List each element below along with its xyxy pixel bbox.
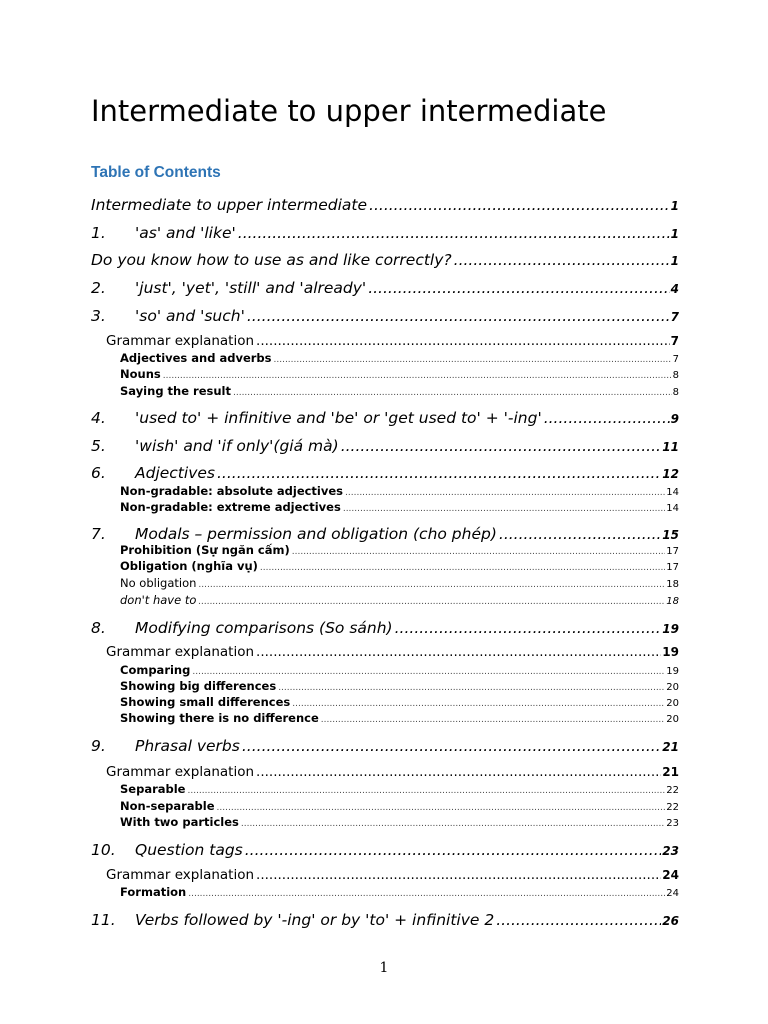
toc-leader [187,786,665,796]
toc-page-number: 1 [670,199,679,213]
toc-entry-text: Comparing [120,663,191,677]
toc-entry-text: Prohibition (Sự ngăn cấm) [120,543,290,557]
toc-entry-text: Modals – permission and obligation (cho phép) [135,525,497,543]
toc-entry-text: Showing small differences [120,695,291,709]
toc-entry[interactable] [91,307,679,325]
toc-entry-number: 6. [91,464,106,482]
toc-page-number: 7 [670,334,679,348]
toc-page-number: 18 [666,579,679,590]
toc-leader [343,504,665,514]
toc-leader [395,619,662,637]
toc-entry[interactable] [120,663,679,677]
toc-entry[interactable] [120,815,679,829]
page-number: 1 [379,960,389,976]
toc-page-number: 15 [662,528,679,542]
toc-entry-text: Modifying comparisons (So sánh) [135,619,393,637]
toc-entry[interactable] [120,695,679,709]
toc-page-number: 23 [666,818,679,829]
page-title: Intermediate to upper intermediate [91,94,607,128]
toc-entry-text: Adjectives and adverbs [120,351,272,365]
toc-entry[interactable] [91,464,679,482]
toc-leader [217,464,661,482]
toc-entry[interactable] [91,525,679,543]
toc-entry[interactable] [91,619,679,637]
toc-leader [274,355,672,365]
toc-entry-text: Question tags [135,841,243,859]
toc-entry-number: 8. [91,619,106,637]
toc-entry-text: Formation [120,885,187,899]
toc-page-number: 11 [662,440,679,454]
toc-entry-text: Adjectives [135,464,215,482]
toc-entry-number: 3. [91,307,106,325]
toc-page-number: 20 [666,682,679,693]
toc-page-number: 19 [662,622,679,636]
toc-page-number: 20 [666,698,679,709]
toc-leader [242,737,661,755]
toc-entry-text: Non-separable [120,799,215,813]
toc-entry[interactable] [120,711,679,725]
toc-page-number: 21 [662,765,679,779]
toc-entry-text: Verbs followed by '-ing' or by 'to' + infinitive 2 [135,911,495,929]
toc-entry-text: Nouns [120,367,161,381]
toc-entry[interactable] [91,737,679,755]
toc-entry-text: Saying the result [120,384,231,398]
toc-page-number: 12 [662,467,679,481]
toc-entry[interactable] [120,367,679,381]
toc-page-number: 26 [662,914,679,928]
toc-page-number: 7 [670,310,679,324]
toc-page-number: 9 [670,412,679,426]
toc-entry-number: 5. [91,437,106,455]
toc-entry[interactable] [120,484,679,498]
toc-entry-number: 9. [91,737,106,755]
toc-entry-text: 'just', 'yet', 'still' and 'already' [135,279,367,297]
toc-leader [245,841,662,859]
toc-entry[interactable] [120,559,679,573]
toc-leader [163,371,672,381]
toc-entry-text: Grammar explanation [106,764,255,780]
toc-entry[interactable] [120,885,679,899]
toc-leader [238,224,670,242]
toc-leader [278,683,665,693]
toc-leader [496,911,661,929]
toc-entry[interactable] [120,500,679,514]
toc-leader [368,279,669,297]
toc-entry[interactable] [106,644,679,660]
toc-leader [454,251,670,269]
toc-leader [241,819,665,829]
toc-leader [345,488,665,498]
toc-leader [499,525,661,543]
toc-entry-text: Obligation (nghĩa vụ) [120,559,258,573]
toc-entry[interactable] [120,384,679,398]
toc-page-number: 1 [670,227,679,241]
toc-leader [292,699,665,709]
toc-entry-text: Non-gradable: absolute adjectives [120,484,344,498]
toc-page-number: 17 [666,562,679,573]
toc-entry[interactable] [91,279,679,297]
toc-heading: Table of Contents [91,164,221,181]
toc-entry-text: Grammar explanation [106,333,255,349]
toc-entry[interactable] [106,333,679,349]
toc-entry[interactable] [120,593,679,607]
toc-leader [321,715,666,725]
toc-leader [369,196,670,214]
toc-entry-text: Grammar explanation [106,867,255,883]
toc-page-number: 17 [666,546,679,557]
toc-entry-text: No obligation [120,576,197,590]
toc-leader [544,409,670,427]
toc-entry-number: 10. [91,841,116,859]
toc-entry-number: 2. [91,279,106,297]
toc-entry-text: Showing there is no difference [120,711,319,725]
toc-entry-text: Intermediate to upper intermediate [91,196,368,214]
toc-leader [217,803,666,813]
toc-entry-text: Separable [120,782,186,796]
toc-entry[interactable] [120,679,679,693]
toc-entry[interactable] [120,576,679,590]
toc-page-number: 24 [662,868,679,882]
toc-page-number: 21 [662,740,679,754]
toc-leader [192,667,665,677]
toc-page-number: 22 [666,802,679,813]
toc-page-number: 20 [666,714,679,725]
toc-leader [247,307,670,325]
toc-entry-number: 7. [91,525,106,543]
toc-page-number: 24 [666,888,679,899]
toc-entry-number: 1. [91,224,106,242]
toc-entry[interactable] [91,437,679,455]
toc-entry[interactable] [120,351,679,365]
toc-page-number: 23 [662,844,679,858]
toc-leader [188,889,665,899]
toc-leader [260,563,665,573]
toc-leader [198,580,665,590]
toc-entry-text: Grammar explanation [106,644,255,660]
toc-page-number: 8 [672,370,679,381]
toc-entry[interactable] [120,782,679,796]
toc-page-number: 4 [670,282,679,296]
toc-page-number: 19 [662,645,679,659]
toc-entry-text: 'used to' + infinitive and 'be' or 'get used to' + '-ing' [135,409,542,427]
toc-entry-number: 11. [91,911,116,929]
toc-leader [256,867,661,883]
toc-entry[interactable] [120,799,679,813]
toc-entry-text: Phrasal verbs [135,737,240,755]
toc-entry-number: 4. [91,409,106,427]
toc-entry-text: With two particles [120,815,239,829]
toc-entry[interactable] [106,764,679,780]
toc-entry[interactable] [120,543,679,557]
toc-page-number: 18 [666,596,679,607]
toc-leader [292,547,666,557]
toc-entry[interactable] [91,224,679,242]
toc-leader [198,597,665,607]
toc-leader [256,333,670,349]
toc-entry[interactable] [91,911,679,929]
toc-page-number: 14 [666,487,679,498]
toc-entry[interactable] [91,196,679,214]
toc-page-number: 7 [672,354,679,365]
toc-entry-text: 'so' and 'such' [135,307,245,325]
toc-page-number: 14 [666,503,679,514]
toc-entry-text: Non-gradable: extreme adjectives [120,500,341,514]
toc-entry-text: Do you know how to use as and like correctly? [91,251,452,269]
toc-leader [233,388,672,398]
toc-leader [256,764,661,780]
toc-leader [341,437,662,455]
toc-entry[interactable] [91,841,679,859]
toc-page-number: 22 [666,785,679,796]
toc-page-number: 8 [672,387,679,398]
toc-leader [256,644,661,660]
toc-entry[interactable] [91,409,679,427]
toc-entry[interactable] [106,867,679,883]
toc-entry-text: 'wish' and 'if only'(giá mà) [135,437,339,455]
toc-page-number: 19 [666,666,679,677]
toc-entry-text: don't have to [120,593,197,607]
toc-page-number: 1 [670,254,679,268]
toc-entry-text: Showing big differences [120,679,277,693]
toc-entry[interactable] [91,251,679,269]
toc-entry-text: 'as' and 'like' [135,224,236,242]
